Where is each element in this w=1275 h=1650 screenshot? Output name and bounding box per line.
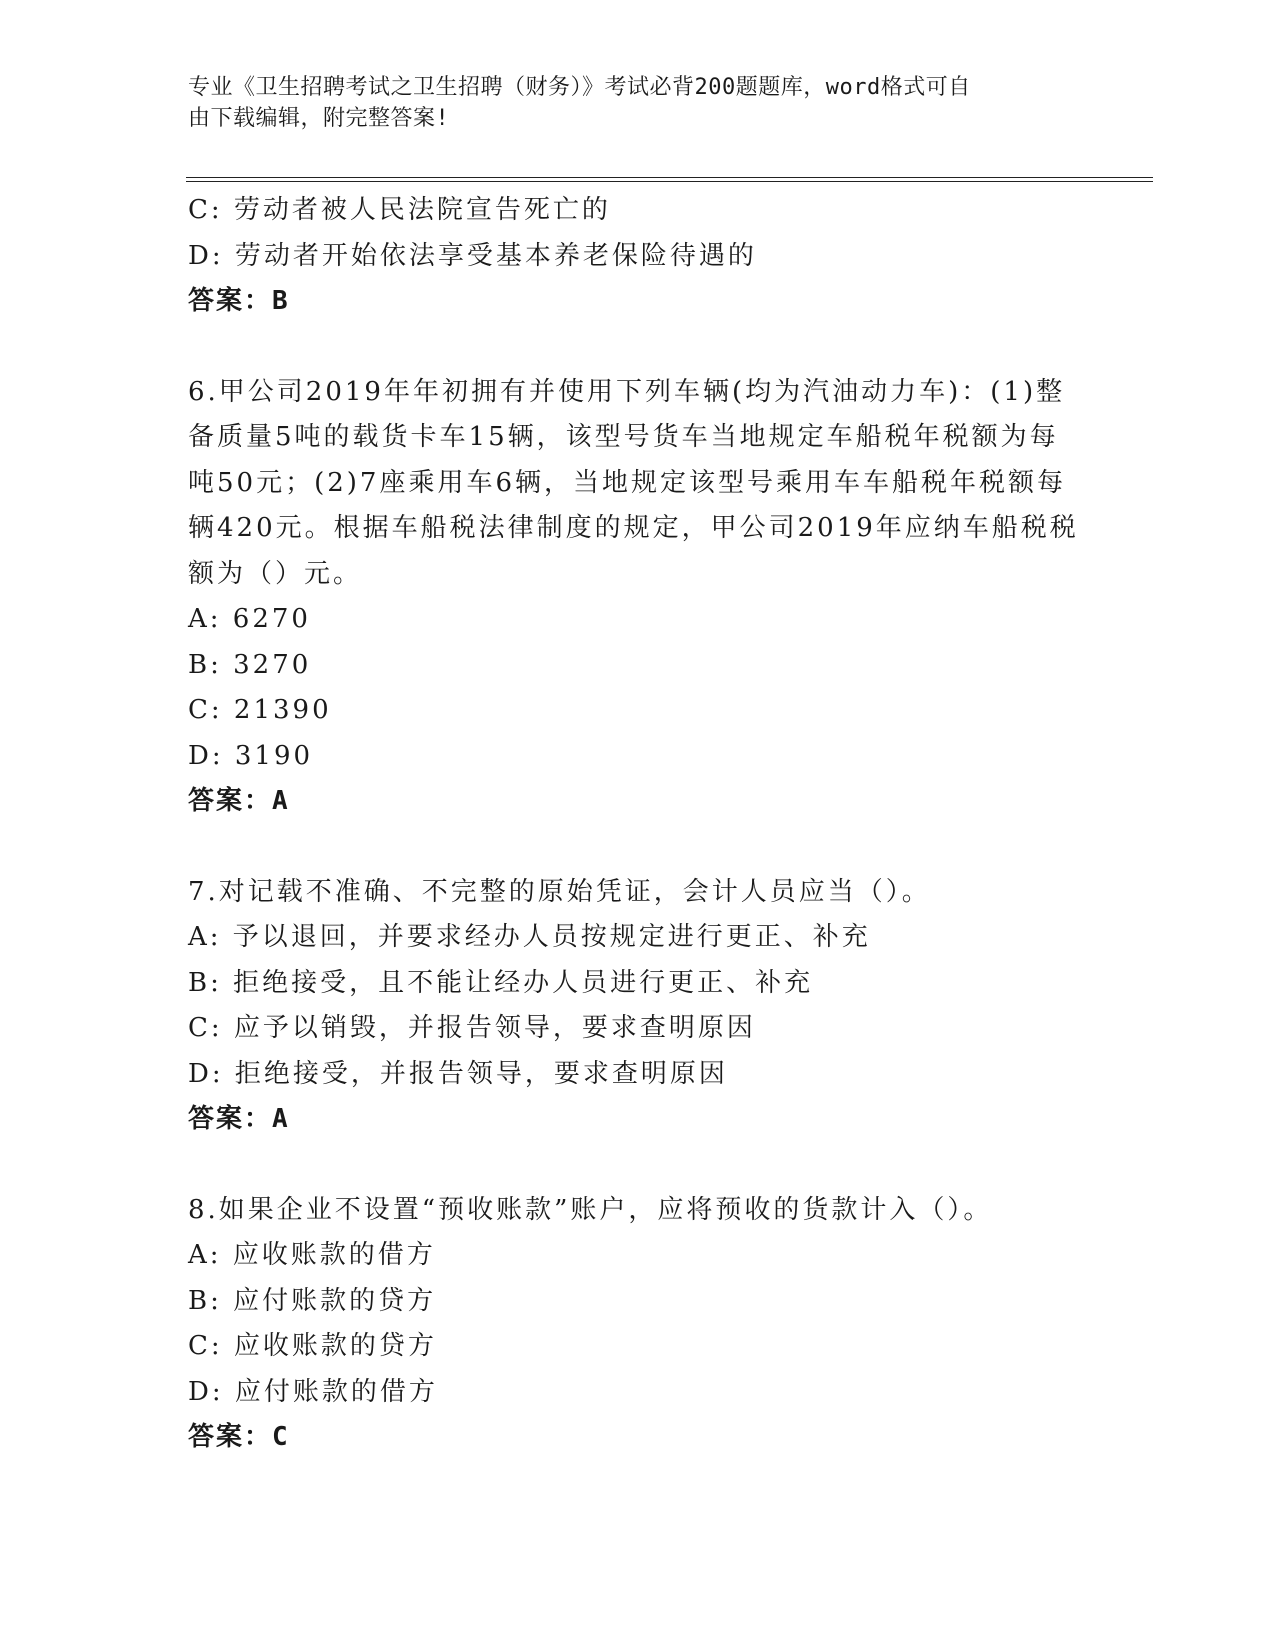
question-stem-line: 7.对记载不准确、不完整的原始凭证，会计人员应当（）。 [188, 876, 931, 907]
option-a: A: 予以退回，并要求经办人员按规定进行更正、补充 [188, 922, 871, 952]
question-7 [188, 870, 1088, 1143]
answer-line: 答案：A [188, 1104, 290, 1134]
option-b: B: 拒绝接受，且不能让经办人员进行更正、补充 [188, 967, 814, 998]
question-stem-line: 吨50元；(2)7座乘用车6辆，当地规定该型号乘用车车船税年税额每 [188, 467, 1066, 498]
option-d: D: 3190 [188, 740, 314, 771]
answer-line: 答案：C [188, 1422, 290, 1452]
question-stem-line: 额为（）元。 [188, 558, 363, 589]
option-c: C: 21390 [188, 695, 332, 725]
option-d: D: 劳动者开始依法享受基本养老保险待遇的 [188, 240, 757, 271]
option-a: A: 应收账款的借方 [188, 1240, 436, 1270]
question-stem-line: 备质量5吨的载货卡车15辆，该型号货车当地规定车船税年税额为每 [188, 422, 1059, 452]
header-line-2: 由下载编辑，附完整答案! [188, 106, 450, 131]
header-line-1: 专业《卫生招聘考试之卫生招聘（财务）》考试必背200题题库，word格式可自 [188, 75, 971, 100]
header-divider-bottom [186, 181, 1153, 182]
option-b: B: 3270 [188, 649, 312, 680]
question-5-continued [188, 188, 1088, 325]
question-6 [188, 370, 1088, 825]
option-b: B: 应付账款的贷方 [188, 1285, 437, 1316]
question-stem-line: 8.如果企业不设置“预收账款”账户，应将预收的货款计入（）。 [188, 1194, 993, 1225]
option-a: A: 6270 [188, 604, 311, 634]
option-c: C: 劳动者被人民法院宣告死亡的 [188, 195, 611, 225]
answer-line: 答案：A [188, 786, 290, 816]
option-c: C: 应收账款的贷方 [188, 1331, 437, 1361]
question-8 [188, 1188, 1088, 1461]
question-stem-line: 6.甲公司2019年年初拥有并使用下列车辆(均为汽油动力车)：(1)整 [188, 376, 1066, 407]
option-d: D: 拒绝接受，并报告领导，要求查明原因 [188, 1058, 728, 1089]
option-c: C: 应予以销毁，并报告领导，要求查明原因 [188, 1013, 756, 1043]
document-header [188, 72, 1068, 134]
option-d: D: 应付账款的借方 [188, 1376, 438, 1407]
question-stem-line: 辆420元。根据车船税法律制度的规定，甲公司2019年应纳车船税税 [188, 513, 1079, 543]
answer-line: 答案：B [188, 286, 290, 316]
header-divider-top [186, 177, 1153, 178]
document-body [188, 188, 1088, 1461]
